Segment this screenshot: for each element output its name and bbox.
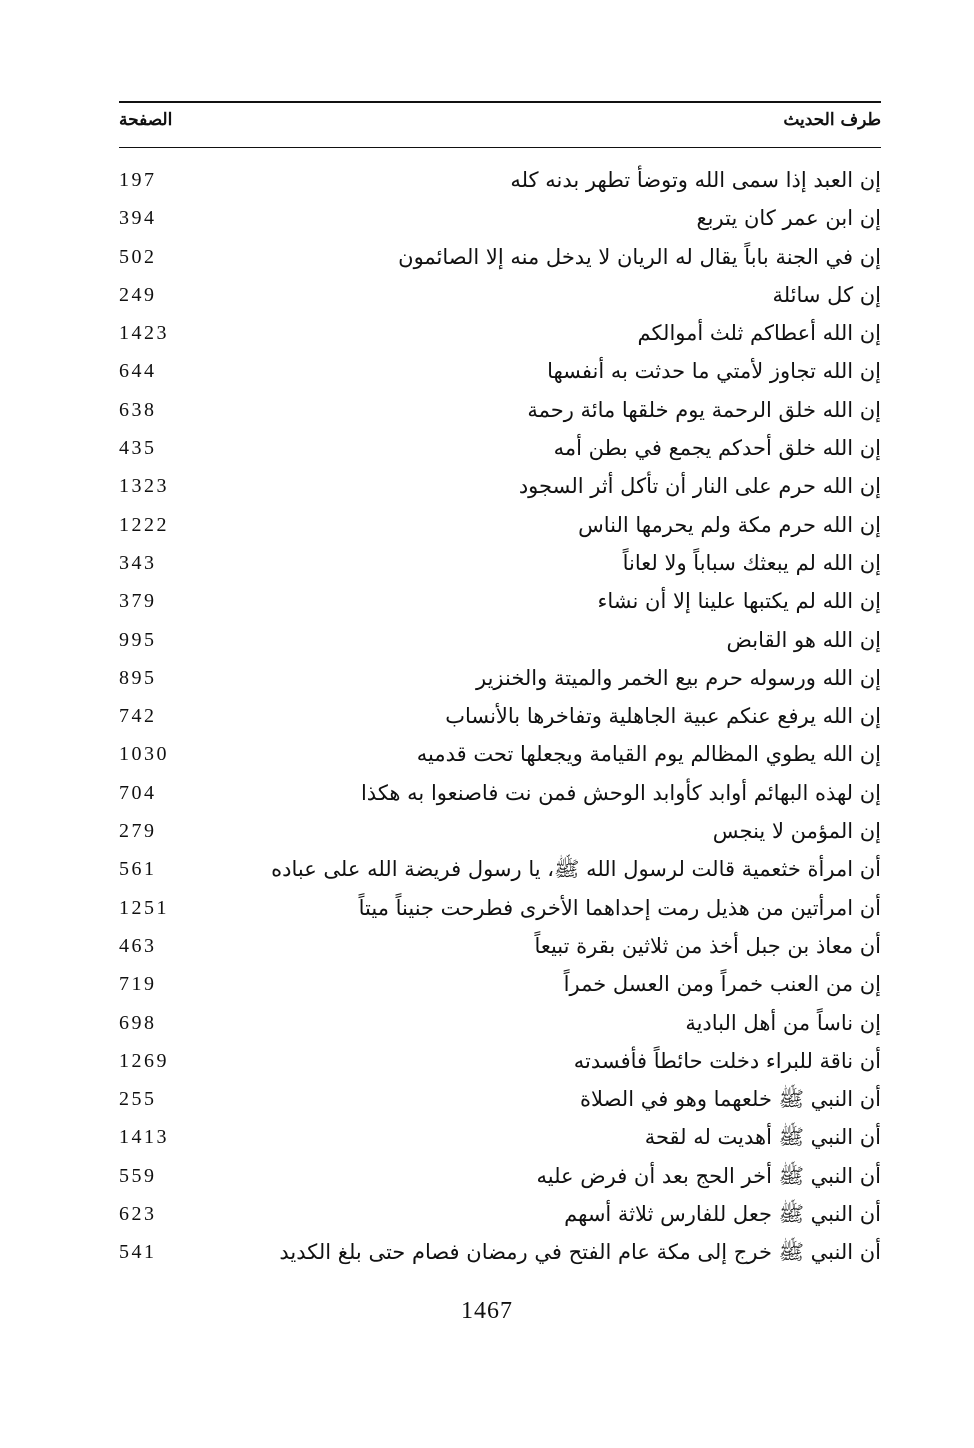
hadith-opening-text: إن العبد إذا سمى الله وتوضأ تطهر بدنه كله (510, 168, 881, 192)
hadith-opening-text: أن معاذ بن جبل أخذ من ثلاثين بقرة تبيعاً (534, 933, 881, 958)
hadith-opening-text: إن الله هو القابض (726, 627, 881, 652)
index-entry (119, 161, 881, 199)
hadith-column-heading (783, 110, 881, 133)
page-number: 1467 (461, 1298, 513, 1324)
hadith-opening-text: إن الله ورسوله حرم بيع الخمر والميتة والخنزير (476, 665, 881, 690)
page-reference: 435 (119, 437, 157, 460)
index-entry (119, 1233, 881, 1271)
index-entry (119, 621, 881, 659)
page-reference: 561 (119, 858, 157, 881)
hadith-opening-text: أن امرأتين من هذيل رمت إحداهما الأخرى فطرحت جنيناً ميتاً (358, 895, 881, 920)
index-entry (119, 1004, 881, 1042)
page-reference: 719 (119, 973, 157, 996)
page-reference: 895 (119, 666, 157, 689)
hadith-opening-text: إن الله لم يبعثك سباباً ولا لعاناً (622, 550, 881, 575)
hadith-opening-text: إن الله حرم مكة ولم يحرمها الناس (578, 512, 881, 537)
index-entry (119, 889, 881, 927)
page-reference: 644 (119, 360, 157, 383)
index-entry (119, 735, 881, 773)
page-reference: 502 (119, 245, 157, 268)
page-reference: 394 (119, 207, 157, 230)
page-reference: 279 (119, 820, 157, 843)
index-entry (119, 850, 881, 888)
index-entry (119, 659, 881, 697)
hadith-opening-text: أن النبي ﷺ أهديت له لقحة (644, 1125, 881, 1150)
index-entry (119, 506, 881, 544)
page-reference: 197 (119, 169, 157, 191)
page-reference: 463 (119, 934, 157, 957)
hadith-opening-text: إن الله لم يكتبها علينا إلا أن نشاء (597, 589, 881, 614)
hadith-opening-text: إن الله حرم على النار أن تأكل أثر السجود (518, 474, 881, 499)
index-entry (119, 965, 881, 1003)
hadith-opening-text: إن الله أعطاكم ثلث أموالكم (637, 321, 881, 346)
page-reference: 1269 (119, 1049, 169, 1072)
page-reference: 995 (119, 628, 157, 651)
index-entry (119, 429, 881, 467)
index-entry (119, 812, 881, 850)
page-reference: 1251 (119, 896, 169, 919)
page-column-heading (119, 110, 172, 133)
page-reference: 1423 (119, 322, 169, 345)
hadith-column-heading-text: طرف الحديث (783, 110, 881, 130)
hadith-opening-text: إن الله يرفع عنكم عبية الجاهلية وتفاخرها بالأنساب (445, 704, 881, 729)
page-reference: 249 (119, 283, 157, 306)
hadith-opening-text: إن في الجنة باباً يقال له الريان لا يدخل منه إلا الصائمون (398, 244, 881, 269)
index-entry (119, 199, 881, 237)
page-reference: 255 (119, 1088, 157, 1111)
page-reference: 1413 (119, 1126, 169, 1149)
page-reference: 623 (119, 1203, 157, 1226)
page-reference: 704 (119, 781, 157, 804)
page-reference: 1323 (119, 475, 169, 498)
index-entry (119, 697, 881, 735)
index-entry (119, 391, 881, 429)
index-entry (119, 467, 881, 505)
index-entry (119, 1042, 881, 1080)
index-entry (119, 774, 881, 812)
hadith-opening-text: إن ابن عمر كان يتربع (696, 206, 881, 231)
page-reference: 541 (119, 1241, 157, 1264)
page-reference: 638 (119, 398, 157, 421)
hadith-opening-text: إن من العنب خمراً ومن العسل خمراً (563, 972, 881, 997)
index-entry (119, 314, 881, 352)
index-entry (119, 238, 881, 276)
page-reference: 698 (119, 1011, 157, 1034)
index-entry (119, 544, 881, 582)
index-header (119, 110, 881, 144)
hadith-opening-text: إن الله خلق الرحمة يوم خلقها مائة رحمة (527, 397, 881, 422)
index-entries (119, 161, 881, 1272)
index-entry (119, 1118, 881, 1156)
hadith-opening-text: إن الله خلق أحدكم يجمع في بطن أمه (553, 436, 881, 461)
index-entry (119, 582, 881, 620)
hadith-opening-text: أن النبي ﷺ خلعهما وهو في الصلاة (580, 1087, 881, 1112)
hadith-opening-text: إن المؤمن لا ينجس (712, 819, 881, 844)
hadith-opening-text: إن الله يطوي المظالم يوم القيامة ويجعلها تحت قدميه (416, 742, 881, 767)
page-column-heading-text: الصفحة (119, 110, 173, 130)
index-entry (119, 1080, 881, 1118)
hadith-opening-text: أن النبي ﷺ أخر الحج بعد أن فرض عليه (536, 1163, 881, 1188)
hadith-opening-text: إن الله تجاوز لأمتي ما حدثت به أنفسها (547, 359, 881, 384)
hadith-opening-text: أن ناقة للبراء دخلت حائطاً فأفسدته (573, 1048, 881, 1073)
hadith-opening-text: أن النبي ﷺ خرج إلى مكة عام الفتح في رمضان فصام حتى بلغ الكديد (279, 1240, 881, 1265)
header-underline (119, 147, 881, 148)
top-rule (119, 101, 881, 103)
hadith-opening-text: إن كل سائلة (772, 282, 881, 307)
hadith-opening-text: أن امرأة خثعمية قالت لرسول الله ﷺ، يا رسول فريضة الله على عباده (271, 857, 881, 882)
hadith-opening-text: إن ناساً من أهل البادية (685, 1010, 881, 1035)
index-entry (119, 276, 881, 314)
hadith-opening-text: إن لهذه البهائم أوابد كأوابد الوحش فمن نت فاصنعوا به هكذا (360, 780, 881, 805)
page-reference: 1030 (119, 743, 169, 766)
page-reference: 343 (119, 551, 157, 574)
index-entry (119, 352, 881, 390)
index-entry (119, 927, 881, 965)
index-entry (119, 1195, 881, 1233)
hadith-opening-text: أن النبي ﷺ جعل للفارس ثلاثة أسهم (564, 1202, 881, 1227)
index-entry (119, 1157, 881, 1195)
page-reference: 1222 (119, 513, 169, 536)
page-reference: 742 (119, 705, 157, 728)
page-reference: 559 (119, 1164, 157, 1187)
page-reference: 379 (119, 590, 157, 613)
